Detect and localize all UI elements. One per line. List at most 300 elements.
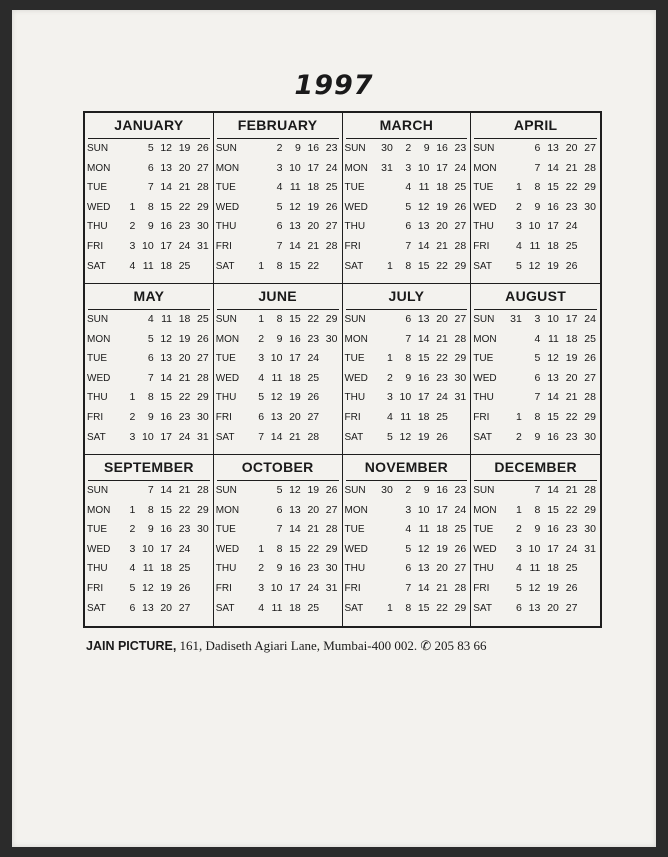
day-number: 29 [325, 542, 338, 555]
weekday-row [471, 481, 600, 501]
day-number: 3 [515, 542, 522, 555]
month-name: DECEMBER [474, 455, 597, 481]
day-number: 19 [178, 332, 191, 345]
day-number: 17 [160, 542, 173, 555]
day-number: 9 [534, 523, 541, 536]
day-number: 16 [547, 523, 559, 536]
weekday-label: THU [215, 563, 237, 575]
day-number: 1 [515, 181, 522, 194]
weekday-row [214, 388, 342, 408]
day-number: 19 [307, 484, 320, 496]
day-number: 21 [307, 239, 320, 252]
day-number: 26 [565, 259, 578, 272]
weekday-row [85, 428, 213, 448]
day-number [247, 159, 265, 179]
weekday-row [214, 520, 342, 540]
day-number: 17 [160, 239, 173, 252]
day-number [118, 369, 136, 389]
day-number: 4 [276, 181, 283, 194]
day-number: 11 [271, 371, 283, 384]
day-number: 18 [436, 523, 448, 536]
day-number: 26 [565, 581, 578, 594]
weekday-row [343, 520, 471, 540]
day-number: 20 [178, 352, 191, 365]
footer-company: JAIN PICTURE, [86, 639, 177, 653]
day-number: 5 [147, 142, 154, 154]
weekday-row [214, 310, 342, 330]
weekday-row [214, 217, 342, 237]
weekday-row [471, 330, 600, 350]
day-number: 16 [160, 523, 173, 536]
weekday-row [343, 237, 471, 257]
weekday-label: WED [473, 201, 497, 213]
day-number [376, 559, 394, 579]
day-number: 8 [147, 503, 154, 516]
month-name: OCTOBER [217, 455, 339, 481]
day-number: 12 [289, 200, 301, 213]
day-number: 17 [160, 430, 173, 443]
day-number: 28 [197, 484, 209, 496]
day-number [247, 520, 265, 540]
month-december [471, 455, 600, 626]
day-number: 19 [547, 581, 559, 594]
day-number: 6 [405, 562, 412, 575]
day-number: 22 [178, 391, 191, 404]
month-name: MAY [88, 284, 210, 310]
weekday-label: MON [473, 162, 497, 174]
day-number: 17 [547, 220, 559, 233]
weekday-label: SUN [215, 485, 237, 496]
day-number: 4 [147, 313, 154, 325]
day-number: 7 [534, 391, 541, 404]
day-number: 17 [436, 503, 448, 516]
day-number: 25 [307, 371, 320, 384]
day-number: 26 [325, 484, 338, 496]
weekday-row [214, 257, 342, 277]
weekday-row [343, 408, 471, 428]
day-number: 16 [289, 562, 301, 575]
day-number: 4 [258, 371, 265, 384]
day-number: 23 [436, 371, 448, 384]
day-number [191, 257, 209, 277]
weekday-row [343, 579, 471, 599]
weekday-label: TUE [473, 524, 494, 536]
day-number: 18 [289, 371, 301, 384]
day-number: 30 [197, 523, 209, 536]
day-number: 29 [197, 503, 209, 516]
day-number: 20 [565, 142, 578, 154]
month-name: MARCH [346, 113, 468, 139]
month-name: SEPTEMBER [88, 455, 210, 481]
day-number: 6 [147, 352, 154, 365]
weekday-label: TUE [344, 353, 365, 365]
day-number: 23 [565, 200, 578, 213]
day-number: 18 [307, 181, 320, 194]
weekday-label: THU [87, 392, 108, 404]
day-number: 18 [547, 562, 559, 575]
day-number [191, 599, 209, 619]
day-number [504, 330, 523, 350]
weekday-row [471, 349, 600, 369]
day-number [118, 349, 136, 369]
day-number: 3 [258, 581, 265, 594]
day-number [504, 139, 523, 159]
day-number [376, 310, 394, 330]
weekday-label: MON [344, 504, 368, 516]
day-number: 13 [417, 313, 430, 325]
day-number: 2 [387, 371, 393, 384]
weekday-label: FRI [87, 240, 104, 252]
day-number: 1 [515, 410, 522, 423]
day-number [247, 178, 265, 198]
day-number: 29 [584, 181, 596, 194]
day-number: 8 [534, 181, 541, 194]
day-number: 29 [454, 259, 467, 272]
month-name: JUNE [217, 284, 339, 310]
day-number: 11 [142, 562, 154, 575]
weekday-label: THU [215, 392, 237, 404]
day-number: 20 [436, 562, 448, 575]
weekday-label: MON [215, 162, 240, 174]
weekday-row [214, 369, 342, 389]
day-number: 19 [436, 542, 448, 555]
day-number: 5 [405, 542, 412, 555]
weekday-row [85, 481, 213, 501]
day-number [320, 388, 338, 408]
day-number: 31 [454, 391, 467, 404]
day-number: 28 [454, 239, 467, 252]
weekday-row [85, 159, 213, 179]
day-number: 21 [307, 523, 320, 536]
day-number: 28 [584, 484, 596, 496]
day-number: 16 [307, 142, 320, 154]
day-number: 1 [258, 542, 265, 555]
day-number: 15 [289, 259, 301, 272]
day-number: 25 [325, 181, 338, 194]
weekday-label: WED [87, 372, 111, 384]
weekday-row [214, 349, 342, 369]
day-number: 12 [142, 581, 154, 594]
weekday-row [85, 349, 213, 369]
weekday-label: SUN [473, 314, 495, 325]
day-number: 14 [417, 581, 430, 594]
weekday-row [343, 540, 471, 560]
day-number [376, 501, 394, 521]
day-number [504, 481, 523, 501]
weekday-label: SUN [87, 314, 109, 325]
day-number: 14 [289, 239, 301, 252]
day-number: 31 [381, 161, 393, 174]
day-number: 1 [129, 391, 136, 404]
day-number: 14 [417, 239, 430, 252]
day-number: 13 [142, 601, 154, 614]
weekday-row [85, 388, 213, 408]
weekday-row [214, 178, 342, 198]
day-number: 9 [276, 562, 283, 575]
day-number: 18 [436, 181, 448, 194]
day-number: 29 [454, 352, 467, 365]
day-number: 30 [197, 410, 209, 423]
day-number: 24 [307, 581, 320, 594]
day-number: 19 [160, 581, 173, 594]
weekday-label: MON [87, 162, 111, 174]
weekday-label: SUN [215, 314, 237, 325]
day-number: 30 [381, 142, 393, 154]
day-number: 3 [387, 391, 393, 404]
weekday-row [85, 139, 213, 159]
day-number: 8 [276, 259, 283, 272]
day-number: 7 [405, 239, 412, 252]
day-number: 24 [454, 503, 467, 516]
day-number: 1 [258, 313, 265, 325]
day-number: 30 [584, 523, 596, 536]
day-number: 15 [547, 410, 559, 423]
weekday-row [471, 310, 600, 330]
day-number: 17 [289, 352, 301, 365]
day-number: 1 [387, 259, 393, 272]
day-number: 10 [142, 239, 154, 252]
day-number: 15 [289, 542, 301, 555]
day-number: 18 [547, 239, 559, 252]
weekday-label: WED [87, 543, 111, 555]
day-number: 12 [528, 259, 541, 272]
day-number: 13 [528, 601, 541, 614]
day-number: 28 [584, 391, 596, 404]
day-number: 25 [584, 332, 596, 345]
day-number: 25 [307, 601, 320, 614]
day-number: 7 [276, 523, 283, 536]
day-number: 25 [565, 562, 578, 575]
day-number: 24 [307, 352, 320, 365]
weekday-label: SAT [473, 602, 492, 614]
day-number [320, 599, 338, 619]
day-number: 7 [534, 484, 541, 496]
day-number: 26 [436, 430, 448, 443]
day-number: 23 [454, 484, 467, 496]
day-number [118, 139, 136, 159]
day-number: 26 [325, 200, 338, 213]
day-number: 9 [147, 410, 154, 423]
day-number: 19 [307, 200, 320, 213]
day-number [504, 388, 523, 408]
weekday-row [214, 139, 342, 159]
weekday-label: FRI [344, 582, 361, 594]
day-number: 14 [289, 523, 301, 536]
day-number: 9 [405, 371, 412, 384]
weekday-label: WED [473, 543, 497, 555]
day-number: 8 [147, 391, 154, 404]
day-number: 19 [547, 259, 559, 272]
day-number: 22 [436, 601, 448, 614]
day-number [578, 257, 597, 277]
weekday-label: SUN [87, 485, 109, 496]
day-number [320, 349, 338, 369]
day-number: 23 [325, 142, 338, 154]
weekday-label: SAT [473, 260, 492, 272]
day-number: 17 [436, 161, 448, 174]
day-number: 28 [197, 181, 209, 194]
day-number: 31 [584, 542, 596, 555]
day-number: 31 [197, 430, 209, 443]
weekday-row [343, 310, 471, 330]
month-july [343, 284, 472, 455]
day-number: 10 [289, 161, 301, 174]
day-number: 21 [565, 484, 578, 496]
day-number: 5 [387, 430, 393, 443]
day-number [376, 520, 394, 540]
weekday-row [343, 369, 471, 389]
day-number: 2 [258, 332, 265, 345]
weekday-label: SUN [87, 143, 109, 154]
month-name: AUGUST [474, 284, 597, 310]
day-number: 9 [534, 200, 541, 213]
weekday-row [343, 501, 471, 521]
calendar-grid [83, 111, 602, 628]
day-number: 15 [417, 601, 430, 614]
day-number: 29 [325, 313, 338, 325]
weekday-label: TUE [215, 353, 236, 365]
day-number: 17 [289, 581, 301, 594]
day-number: 1 [129, 200, 136, 213]
day-number [376, 178, 394, 198]
day-number: 21 [178, 181, 191, 194]
day-number: 29 [584, 410, 596, 423]
day-number: 18 [289, 601, 301, 614]
day-number: 27 [325, 220, 338, 233]
day-number: 27 [178, 601, 191, 614]
day-number: 6 [258, 410, 265, 423]
weekday-label: MON [87, 333, 111, 345]
day-number: 28 [197, 371, 209, 384]
day-number: 21 [436, 239, 448, 252]
day-number: 16 [436, 484, 448, 496]
day-number: 4 [534, 332, 541, 345]
weekday-row [214, 198, 342, 218]
month-name: APRIL [474, 113, 597, 139]
day-number: 22 [436, 352, 448, 365]
weekday-label: SAT [215, 431, 235, 443]
day-number: 2 [129, 220, 136, 233]
day-number: 14 [270, 430, 283, 443]
day-number: 7 [147, 484, 154, 496]
weekday-label: THU [344, 392, 366, 404]
day-number: 26 [197, 332, 209, 345]
weekday-label: WED [344, 543, 368, 555]
month-february [214, 113, 343, 284]
footer-imprint [86, 638, 626, 654]
day-number [191, 579, 209, 599]
weekday-row [471, 408, 600, 428]
weekday-row [214, 408, 342, 428]
day-number: 18 [178, 313, 191, 325]
day-number: 8 [405, 259, 412, 272]
weekday-row [471, 388, 600, 408]
weekday-label: TUE [344, 182, 365, 194]
day-number: 5 [515, 581, 522, 594]
day-number [247, 139, 265, 159]
day-number: 21 [565, 161, 578, 174]
weekday-row [471, 217, 600, 237]
day-number: 22 [307, 259, 320, 272]
weekday-label: SAT [87, 431, 106, 443]
day-number: 11 [418, 523, 430, 536]
day-number: 7 [258, 430, 265, 443]
day-number: 17 [307, 161, 320, 174]
day-number: 14 [547, 484, 559, 496]
day-number: 15 [160, 503, 173, 516]
month-january [85, 113, 214, 284]
day-number: 11 [142, 259, 154, 272]
day-number: 1 [258, 259, 265, 272]
weekday-label: TUE [87, 524, 107, 536]
day-number [376, 540, 394, 560]
day-number: 21 [178, 484, 191, 496]
day-number: 9 [147, 523, 154, 536]
year-title: 1997 [294, 70, 374, 101]
day-number: 5 [515, 259, 522, 272]
day-number: 8 [405, 352, 412, 365]
day-number: 19 [417, 430, 430, 443]
day-number: 30 [454, 371, 467, 384]
day-number: 9 [294, 142, 301, 154]
day-number: 21 [436, 581, 448, 594]
weekday-row [471, 178, 600, 198]
weekday-label: FRI [344, 240, 361, 252]
day-number: 10 [417, 503, 430, 516]
day-number: 16 [160, 220, 173, 233]
day-number: 2 [129, 410, 136, 423]
day-number: 11 [400, 410, 412, 423]
day-number: 22 [178, 503, 191, 516]
weekday-row [471, 428, 600, 448]
day-number [320, 257, 338, 277]
month-name: NOVEMBER [346, 455, 468, 481]
day-number: 2 [515, 200, 522, 213]
day-number: 13 [270, 410, 283, 423]
day-number [247, 217, 265, 237]
weekday-label: SAT [87, 602, 106, 614]
day-number: 6 [405, 313, 412, 325]
day-number [376, 330, 394, 350]
day-number: 27 [454, 220, 467, 233]
day-number: 16 [417, 371, 430, 384]
weekday-row [343, 388, 471, 408]
weekday-label: SUN [344, 485, 366, 496]
day-number: 22 [565, 503, 578, 516]
day-number: 20 [289, 410, 301, 423]
day-number: 27 [307, 410, 320, 423]
day-number: 29 [197, 391, 209, 404]
weekday-row [85, 237, 213, 257]
day-number: 30 [381, 484, 393, 496]
weekday-row [85, 217, 213, 237]
day-number [376, 198, 394, 218]
day-number: 26 [584, 352, 596, 365]
day-number: 27 [454, 562, 467, 575]
day-number: 30 [325, 562, 338, 575]
day-number: 1 [387, 601, 393, 614]
weekday-label: FRI [215, 411, 232, 423]
weekday-label: FRI [344, 411, 361, 423]
day-number [247, 198, 265, 218]
day-number: 16 [160, 410, 173, 423]
weekday-row [214, 599, 342, 619]
day-number: 17 [565, 313, 578, 325]
month-september [85, 455, 214, 626]
day-number [118, 481, 136, 501]
weekday-label: SAT [473, 431, 492, 443]
day-number: 26 [178, 581, 191, 594]
